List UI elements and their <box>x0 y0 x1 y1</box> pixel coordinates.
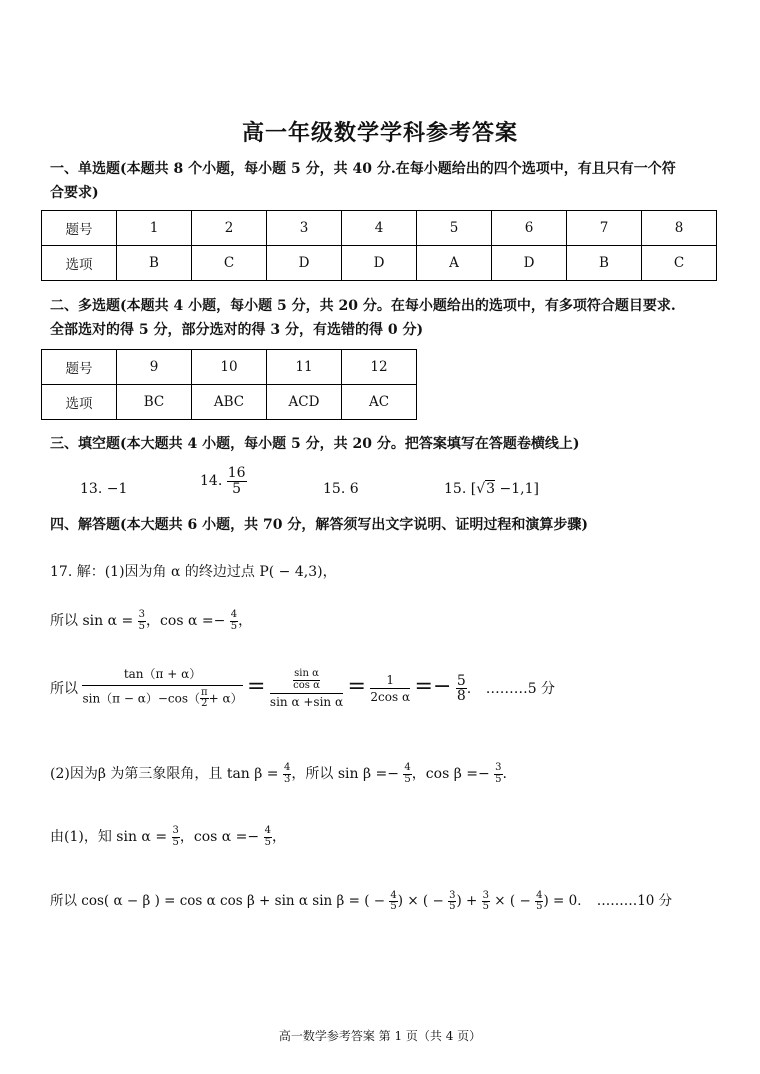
table-cell: D <box>267 246 342 281</box>
denominator: 5 <box>390 901 397 912</box>
numerator: 4 <box>264 825 271 836</box>
table-cell: 12 <box>342 350 417 385</box>
fraction <box>403 763 411 785</box>
equals-sign: = <box>247 673 266 699</box>
denominator: 5 <box>404 773 411 785</box>
solution-line-6 <box>50 889 672 913</box>
denominator: 5 <box>232 480 242 497</box>
text: (2)因为β 为第三象限角，且 tan β = <box>50 766 283 782</box>
numerator: 4 <box>230 609 238 620</box>
section4-heading: 四、解答题(本大题共 6 小题，共 70 分，解答须写出文字说明、证明过程和演算步骤) <box>50 517 588 533</box>
denominator: 5 <box>138 620 146 632</box>
solution-17-intro: 17. 解：(1)因为角 α 的终边过点 P( − 4,3)， <box>50 564 337 580</box>
text: ) + <box>456 893 482 909</box>
answer-16 <box>444 481 539 497</box>
denominator: 5 <box>495 773 502 785</box>
answer-14-label: 14. <box>200 473 223 490</box>
sqrt-sign: √ <box>476 481 486 497</box>
fraction <box>230 610 238 632</box>
text: ，cos α =− <box>179 829 264 845</box>
numerator: π <box>201 686 208 698</box>
section3-heading: 三、填空题(本大题共 4 小题，每小题 5 分，共 20 分。把答案填写在答题卷横线上) <box>50 436 580 452</box>
table-cell: 6 <box>492 211 567 246</box>
fraction <box>456 674 467 704</box>
numerator: 16 <box>227 465 246 481</box>
denominator: 5 <box>482 901 490 912</box>
single-choice-table <box>41 210 717 281</box>
denominator: 2cos α <box>370 690 411 705</box>
numerator: sin α <box>294 668 319 679</box>
score-marker: ………5 分 <box>485 680 556 697</box>
text: ) × ( − <box>397 893 449 909</box>
equals-sign: =− <box>414 673 452 699</box>
table-cell: BC <box>117 385 192 420</box>
fraction <box>82 668 242 710</box>
numerator: 4 <box>404 762 411 773</box>
numerator <box>270 669 343 694</box>
text: ，所以 sin β =− <box>291 766 404 782</box>
text: + α） <box>208 691 243 706</box>
fraction <box>270 669 343 709</box>
text: sin（π − α）−cos（ <box>82 691 201 706</box>
row-label: 题号 <box>42 211 117 246</box>
answer-13: 13. −1 <box>80 481 128 497</box>
fraction <box>227 466 247 496</box>
denominator: 5 <box>536 901 543 912</box>
denominator: 5 <box>449 901 456 912</box>
fraction <box>482 891 490 913</box>
numerator: 3 <box>482 889 490 901</box>
solution-line-4 <box>50 763 507 785</box>
section1-heading: 一、单选题(本题共 8 个小题，每小题 5 分，共 40 分.在每小题给出的四个选项中，有且只有一个符 <box>50 161 676 177</box>
denominator: cos α <box>293 679 320 691</box>
text: 所以 cos( α − β ) = cos α cos β + sin α sin β = ( − <box>50 893 390 909</box>
denominator: 8 <box>456 688 466 705</box>
table-cell: B <box>567 246 642 281</box>
numerator: 1 <box>370 674 410 690</box>
table-cell: C <box>642 246 717 281</box>
text: 所以 <box>50 680 78 697</box>
text: ，cos α =− <box>146 613 230 629</box>
text: ， <box>271 829 286 845</box>
solution-line-2 <box>50 610 252 632</box>
numerator: 4 <box>536 889 543 901</box>
sqrt-radicand: 3 <box>486 481 496 497</box>
solution-line-3 <box>50 668 555 710</box>
denominator: 5 <box>172 836 179 848</box>
fraction <box>370 674 410 704</box>
table-cell: D <box>492 246 567 281</box>
page-footer: 高一数学参考答案 第 1 页（共 4 页） <box>278 1029 482 1043</box>
table-cell: 3 <box>267 211 342 246</box>
fraction <box>293 669 320 691</box>
answer-14 <box>200 466 247 496</box>
table-row <box>42 211 717 246</box>
numerator: 3 <box>138 609 146 620</box>
table-cell: C <box>192 246 267 281</box>
fraction <box>389 891 397 913</box>
text: 由(1)，知 sin α = <box>50 829 172 845</box>
denominator: 2 <box>201 698 208 710</box>
numerator: 3 <box>172 825 179 836</box>
fraction <box>200 688 209 710</box>
denominator <box>82 686 242 710</box>
numerator: tan（π + α） <box>82 668 242 686</box>
table-cell: AC <box>342 385 417 420</box>
section2-heading-cont: 全部选对的得 5 分，部分选对的得 3 分，有选错的得 0 分) <box>50 322 424 338</box>
text: × ( − <box>490 893 536 909</box>
table-cell: 8 <box>642 211 717 246</box>
table-cell: B <box>117 246 192 281</box>
table-row <box>42 246 717 281</box>
answer-15: 15. 6 <box>323 481 359 497</box>
section2-heading: 二、多选题(本题共 4 小题，每小题 5 分，共 20 分。在每小题给出的选项中，有多项符合题目要求. <box>50 298 676 314</box>
row-label: 题号 <box>42 350 117 385</box>
row-label: 选项 <box>42 385 117 420</box>
fraction <box>494 763 502 785</box>
denominator: 5 <box>264 836 271 848</box>
table-row <box>42 385 417 420</box>
table-cell: 9 <box>117 350 192 385</box>
section1-heading-cont: 合要求) <box>50 185 99 201</box>
table-cell: 11 <box>267 350 342 385</box>
fraction <box>138 610 146 632</box>
multi-choice-table <box>41 349 417 420</box>
numerator: 5 <box>456 672 466 689</box>
numerator: 3 <box>495 762 502 773</box>
numerator: 4 <box>390 889 397 901</box>
period: . <box>466 680 472 697</box>
table-cell: 4 <box>342 211 417 246</box>
text: ，cos β =− <box>411 766 495 782</box>
equals-sign: = <box>347 673 366 699</box>
table-cell: D <box>342 246 417 281</box>
table-cell: ACD <box>267 385 342 420</box>
page-title: 高一年级数学学科参考答案 <box>241 120 518 146</box>
table-row <box>42 350 417 385</box>
fraction <box>172 826 180 848</box>
fraction <box>264 826 272 848</box>
text: ， <box>238 613 253 629</box>
period: . <box>502 766 507 782</box>
score-marker: ………10 分 <box>596 893 673 909</box>
table-cell: 10 <box>192 350 267 385</box>
table-cell: 7 <box>567 211 642 246</box>
answer-16-label: 15. [ <box>444 481 477 497</box>
denominator: sin α +sin α <box>269 695 344 709</box>
denominator: 5 <box>230 620 238 632</box>
solution-line-5 <box>50 826 286 848</box>
table-cell: 1 <box>117 211 192 246</box>
text: ) = 0． <box>543 893 591 909</box>
numerator: 3 <box>449 889 456 901</box>
table-cell: ABC <box>192 385 267 420</box>
row-label: 选项 <box>42 246 117 281</box>
table-cell: 2 <box>192 211 267 246</box>
text: 所以 sin α = <box>50 613 138 629</box>
answer-16-tail: −1,1] <box>495 481 539 497</box>
table-cell: A <box>417 246 492 281</box>
denominator: 3 <box>284 773 291 785</box>
table-cell: 5 <box>417 211 492 246</box>
numerator: 4 <box>284 762 291 773</box>
